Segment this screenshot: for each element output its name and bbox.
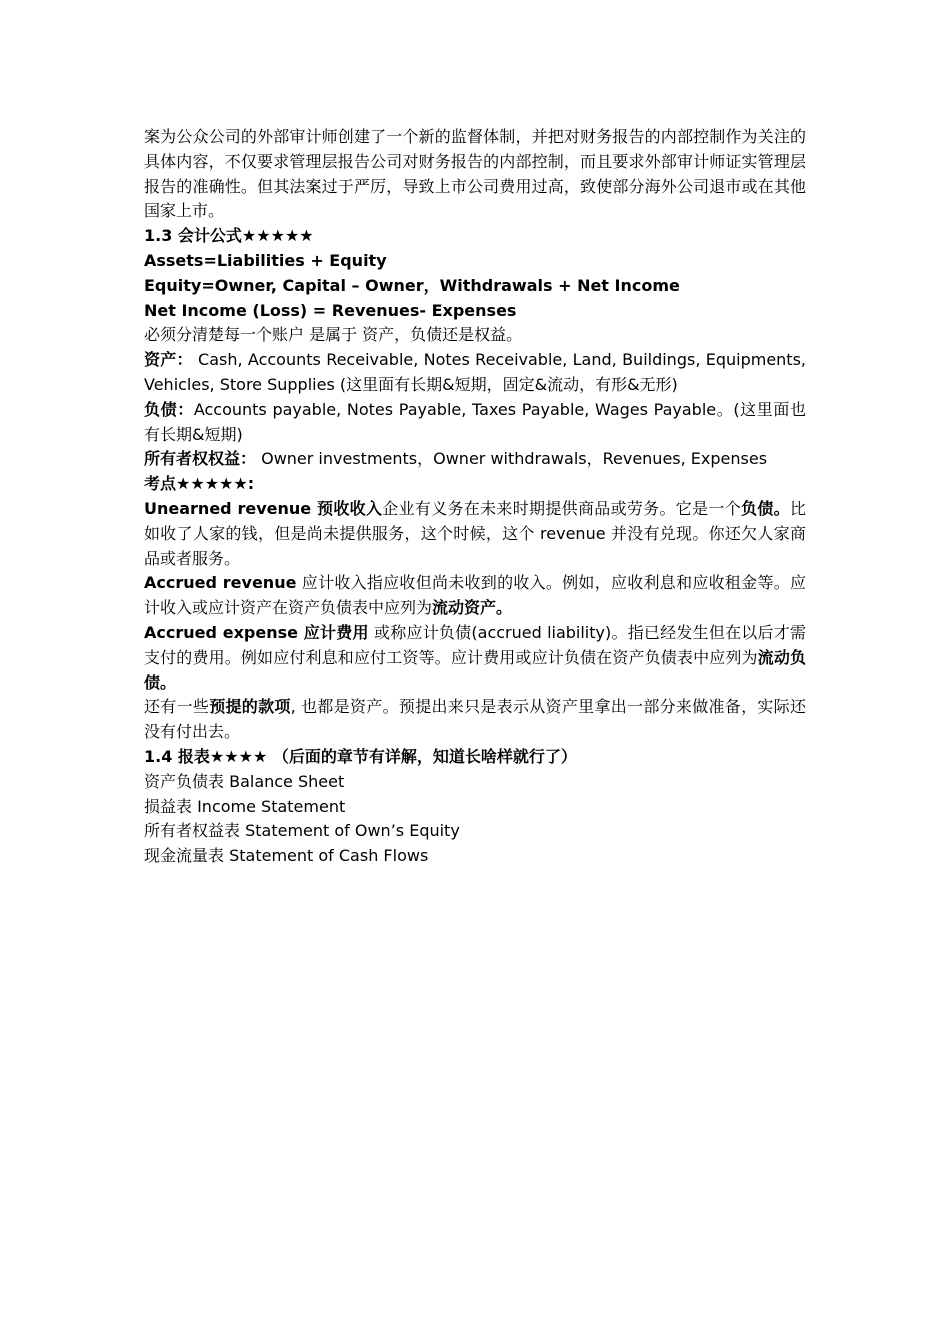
statement-item: 损益表 Income Statement	[144, 796, 346, 816]
formula-equity: Equity=Owner, Capital – Owner，Withdrawals + Net Income	[144, 275, 680, 295]
assets-paragraph: 资产： Cash, Accounts Receivable, Notes Receivable, Land, Buildings, Equipments, Vehicles, Store Supplies (这里面有长期&短期，固定&流动，有形&无形)	[144, 350, 806, 394]
statement-item: 现金流量表 Statement of Cash Flows	[144, 846, 429, 866]
kaodian-heading: 考点★★★★★:	[144, 474, 255, 494]
liabilities-paragraph: 负债：Accounts payable, Notes Payable, Taxes Payable, Wages Payable。(这里面也有长期&短期)	[144, 399, 806, 444]
section-heading-1-3: 1.3 会计公式★★★★★	[144, 226, 314, 246]
intro-paragraph: 案为公众公司的外部审计师创建了一个新的监督体制，并把对财务报告的内部控制作为关注的具体内容，不仅要求管理层报告公司对财务报告的内部控制，而且要求外部审计师证实管理层报告的准确性。但其法案过于严厉，导致上市公司费用过高，致使部分海外公司退市或在其他国家上市。	[144, 127, 806, 221]
provision-paragraph: 还有一些预提的款项, 也都是资产。预提出来只是表示从资产里拿出一部分来做准备，实际还没有付出去。	[144, 697, 806, 742]
equity-paragraph: 所有者权权益： Owner investments，Owner withdrawals，Revenues, Expenses	[144, 449, 768, 469]
section-heading-1-4: 1.4 报表★★★★ （后面的章节有详解，知道长啥样就行了）	[144, 746, 577, 766]
formula-net-income: Net Income (Loss) = Revenues- Expenses	[144, 300, 517, 320]
formula-assets: Assets=Liabilities + Equity	[144, 250, 387, 270]
account-note: 必须分清楚每一个账户 是属于 资产，负债还是权益。	[144, 325, 523, 345]
statement-item: 资产负债表 Balance Sheet	[144, 771, 345, 791]
accrued-expense-paragraph: Accrued expense 应计费用 或称应计负债(accrued liability)。指已经发生但在以后才需支付的费用。例如应付利息和应付工资等。应计费用或应计负债在资产负债表中应列为流动负债。	[144, 622, 806, 692]
statement-item: 所有者权益表 Statement of Own’s Equity	[144, 821, 460, 841]
accrued-revenue-paragraph: Accrued revenue 应计收入指应收但尚未收到的收入。例如，应收利息和应收租金等。应计收入或应计资产在资产负债表中应列为流动资产。	[144, 573, 806, 618]
document-page	[144, 125, 806, 869]
unearned-revenue-paragraph: Unearned revenue 预收收入企业有义务在未来时期提供商品或劳务。它是一个负债。比如收了人家的钱，但是尚未提供服务，这个时候，这个 revenue 并没有兑现。你还欠人家商品或者服务。	[144, 498, 806, 568]
